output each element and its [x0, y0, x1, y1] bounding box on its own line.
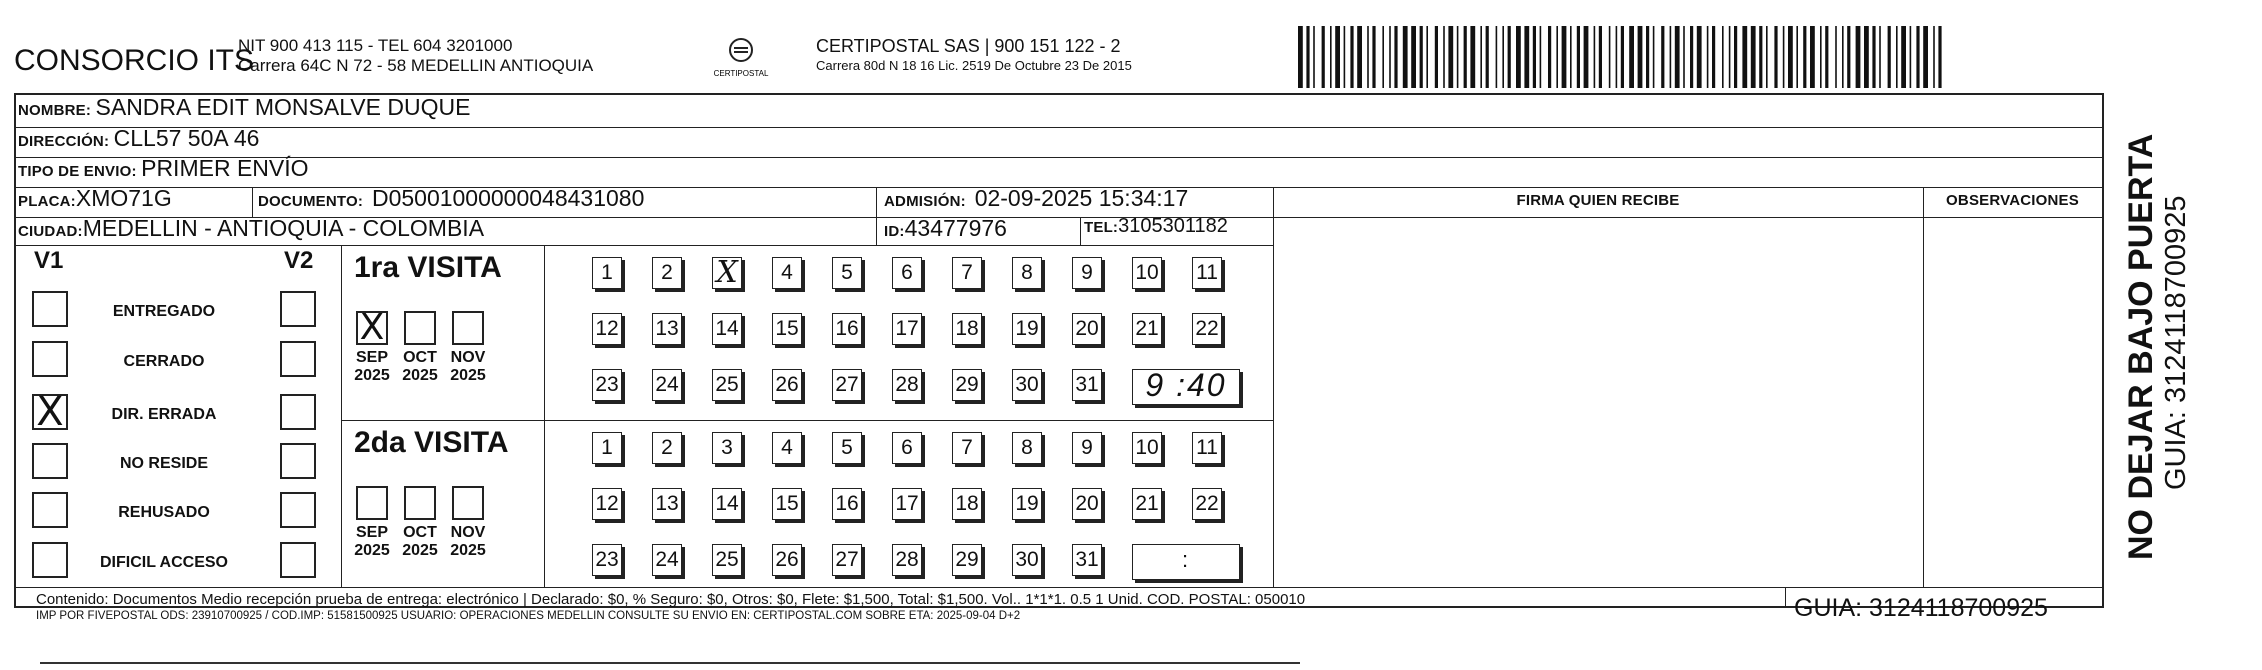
day-box[interactable]: 23	[592, 544, 622, 576]
month-label	[443, 524, 493, 560]
day-box[interactable]: 21	[1132, 488, 1162, 520]
status-label: REHUSADO	[118, 504, 210, 521]
day-box[interactable]: 21	[1132, 313, 1162, 345]
month-checkbox[interactable]	[452, 311, 484, 345]
courier-info	[816, 36, 1132, 76]
v1-checkbox[interactable]	[32, 443, 68, 479]
documento-value: D05001000000048431080	[371, 185, 645, 211]
v1-checkbox[interactable]	[32, 389, 68, 435]
day-box[interactable]: 25	[712, 544, 742, 576]
nombre-value: SANDRA EDIT MONSALVE DUQUE	[95, 94, 471, 120]
day-box[interactable]: 19	[1012, 313, 1042, 345]
v1-checkbox[interactable]	[32, 492, 68, 528]
day-box[interactable]: 27	[832, 544, 862, 576]
status-label: DIFICIL ACCESO	[99, 554, 228, 571]
month-name: SEP	[355, 524, 388, 541]
tipo-value: PRIMER ENVÍO	[141, 155, 309, 181]
v1-header: V1	[34, 247, 64, 274]
day-box[interactable]: 7	[952, 432, 982, 464]
month-year: 2025	[402, 367, 438, 384]
month-label	[395, 349, 445, 385]
day-box[interactable]: 17	[892, 488, 922, 520]
day-box[interactable]: 24	[652, 544, 682, 576]
day-box[interactable]: 5	[832, 257, 862, 289]
day-box[interactable]: 10	[1132, 257, 1162, 289]
tear-line	[40, 662, 1300, 664]
observaciones-header: OBSERVACIONES	[1946, 192, 2079, 209]
id-value: 43477976	[904, 215, 1007, 241]
day-box[interactable]: 4	[772, 432, 802, 464]
day-box[interactable]: 25	[712, 369, 742, 401]
company-nit: NIT 900 413 115 - TEL 604 3201000	[238, 36, 513, 55]
status-label: ENTREGADO	[112, 303, 216, 320]
month-name: SEP	[355, 349, 388, 366]
day-box[interactable]: 28	[892, 544, 922, 576]
day-box[interactable]: 7	[952, 257, 982, 289]
check-mark: X	[36, 389, 64, 435]
day-box[interactable]: 17	[892, 313, 922, 345]
tel-label: TEL:	[1084, 219, 1119, 236]
admision-label: ADMISIÓN:	[884, 193, 966, 210]
day-box[interactable]: 16	[832, 488, 862, 520]
v2-checkbox[interactable]	[280, 291, 316, 327]
day-box[interactable]: 4	[772, 257, 802, 289]
month-checkbox[interactable]	[356, 307, 388, 348]
footer-content: Contenido: Documentos Medio recepción prueba de entrega: electrónico | Declarado: $0, % Seguro: $0, Otros: $0, Flete: $1,500, Total: $1,500. Vol.. 1*1*1. 0.5 1 Unid. COD. POSTAL: 050010	[36, 591, 1306, 608]
day-box[interactable]: 22	[1192, 313, 1222, 345]
footer-imp: IMP POR FIVEPOSTAL ODS: 23910700925 / COD.IMP: 51581500925 USUARIO: OPERACIONES MEDELLIN CONSULTE SU ENVIO EN: CERTIPOSTAL.COM SOBRE ETA: 2025-09-04 D+2	[36, 610, 1021, 622]
day-box[interactable]: 29	[952, 369, 982, 401]
barcode	[1298, 26, 1948, 88]
day-box[interactable]: 18	[952, 313, 982, 345]
day-box[interactable]: 2	[652, 432, 682, 464]
day-box[interactable]: 12	[592, 313, 622, 345]
tel-value: 3105301182	[1118, 215, 1228, 237]
day-box[interactable]: 13	[652, 488, 682, 520]
v2-checkbox[interactable]	[280, 542, 316, 578]
time-box[interactable]: :	[1132, 544, 1240, 580]
day-box[interactable]: 27	[832, 369, 862, 401]
company-info	[238, 36, 593, 76]
day-box[interactable]: 5	[832, 432, 862, 464]
company-address: Carrera 64C N 72 - 58 MEDELLIN ANTIOQUIA	[238, 56, 594, 75]
day-box[interactable]: 16	[832, 313, 862, 345]
day-box[interactable]: 13	[652, 313, 682, 345]
month-year: 2025	[402, 542, 438, 559]
status-label: NO RESIDE	[119, 455, 208, 472]
visit-title: 2da VISITA	[354, 426, 509, 459]
v2-checkbox[interactable]	[280, 443, 316, 479]
day-box[interactable]: 6	[892, 432, 922, 464]
day-box[interactable]: 24	[652, 369, 682, 401]
day-box[interactable]: 2	[652, 257, 682, 289]
month-label	[443, 349, 493, 385]
side-guia: GUIA: 3124118700925	[2160, 195, 2192, 490]
footer-guia: GUIA: 3124118700925	[1794, 594, 2048, 622]
month-name: OCT	[403, 349, 437, 366]
month-name: OCT	[403, 524, 437, 541]
day-box[interactable]: 15	[772, 488, 802, 520]
logo-caption: CERTIPOSTAL	[713, 69, 769, 78]
v2-checkbox[interactable]	[280, 492, 316, 528]
day-box[interactable]: 1	[592, 257, 622, 289]
v2-header: V2	[284, 247, 314, 274]
certipostal-logo	[712, 34, 770, 84]
status-label: DIR. ERRADA	[111, 406, 217, 423]
v1-checkbox[interactable]	[32, 542, 68, 578]
signature-area[interactable]	[1276, 219, 1920, 585]
courier-address: Carrera 80d N 18 16 Lic. 2519 De Octubre 23 De 2015	[816, 58, 1132, 73]
ciudad-value: MEDELLIN - ANTIOQUIA - COLOMBIA	[82, 215, 485, 241]
day-box[interactable]: 8	[1012, 257, 1042, 289]
month-label	[347, 349, 397, 385]
day-box[interactable]: 12	[592, 488, 622, 520]
day-box[interactable]: 30	[1012, 369, 1042, 401]
day-box[interactable]: 28	[892, 369, 922, 401]
day-box[interactable]: 29	[952, 544, 982, 576]
day-box[interactable]: 6	[892, 257, 922, 289]
side-warning: NO DEJAR BAJO PUERTA	[2122, 133, 2160, 560]
company-name: CONSORCIO ITS	[14, 44, 255, 77]
month-label	[395, 524, 445, 560]
month-checkbox[interactable]	[452, 486, 484, 520]
nombre-label: NOMBRE:	[18, 102, 92, 119]
day-box[interactable]: 1	[592, 432, 622, 464]
day-box[interactable]: 31	[1072, 544, 1102, 576]
documento-label: DOCUMENTO:	[258, 193, 364, 210]
tipo-label: TIPO DE ENVIO:	[18, 163, 137, 180]
day-box[interactable]: 14	[712, 313, 742, 345]
day-box[interactable]: 9	[1072, 257, 1102, 289]
day-box[interactable]: 30	[1012, 544, 1042, 576]
check-mark: X	[359, 307, 385, 348]
month-year: 2025	[450, 367, 486, 384]
day-box[interactable]: 22	[1192, 488, 1222, 520]
month-checkbox[interactable]	[404, 311, 436, 345]
courier-name: CERTIPOSTAL SAS | 900 151 122 - 2	[816, 36, 1121, 56]
day-box-marked[interactable]: X	[712, 257, 742, 289]
v2-checkbox[interactable]	[280, 394, 316, 430]
day-box[interactable]: 19	[1012, 488, 1042, 520]
day-box[interactable]: 11	[1192, 257, 1222, 289]
firma-header: FIRMA QUIEN RECIBE	[1516, 192, 1680, 209]
v1-checkbox[interactable]	[32, 291, 68, 327]
day-box[interactable]: 14	[712, 488, 742, 520]
v1-checkbox[interactable]	[32, 341, 68, 377]
month-year: 2025	[354, 542, 390, 559]
day-box[interactable]: 18	[952, 488, 982, 520]
id-label: ID:	[884, 223, 905, 240]
day-box[interactable]: 11	[1192, 432, 1222, 464]
day-box[interactable]: 26	[772, 544, 802, 576]
day-box[interactable]: 31	[1072, 369, 1102, 401]
time-box[interactable]: 9 :40	[1132, 369, 1240, 405]
day-box[interactable]: 8	[1012, 432, 1042, 464]
month-year: 2025	[354, 367, 390, 384]
day-box[interactable]: 10	[1132, 432, 1162, 464]
month-checkbox[interactable]	[404, 486, 436, 520]
month-name: NOV	[450, 524, 486, 541]
visit-title: 1ra VISITA	[354, 251, 502, 284]
month-label	[347, 524, 397, 560]
month-name: NOV	[450, 349, 486, 366]
admision-value: 02-09-2025 15:34:17	[974, 185, 1189, 211]
day-box[interactable]: 9	[1072, 432, 1102, 464]
v2-checkbox[interactable]	[280, 341, 316, 377]
month-checkbox[interactable]	[356, 486, 388, 520]
day-box[interactable]: 26	[772, 369, 802, 401]
day-box[interactable]: 20	[1072, 313, 1102, 345]
day-box[interactable]: 23	[592, 369, 622, 401]
placa-label: PLACA:	[18, 193, 76, 210]
day-box[interactable]: 20	[1072, 488, 1102, 520]
guide-form	[14, 93, 2104, 622]
placa-value: XMO71G	[75, 185, 172, 211]
observations-area[interactable]	[1926, 219, 2100, 585]
day-box[interactable]: 15	[772, 313, 802, 345]
direccion-value: CLL57 50A 46	[113, 125, 260, 151]
ciudad-label: CIUDAD:	[18, 223, 83, 240]
status-label: CERRADO	[123, 353, 205, 370]
day-box[interactable]: 3	[712, 432, 742, 464]
month-year: 2025	[450, 542, 486, 559]
direccion-label: DIRECCIÓN:	[18, 133, 110, 150]
